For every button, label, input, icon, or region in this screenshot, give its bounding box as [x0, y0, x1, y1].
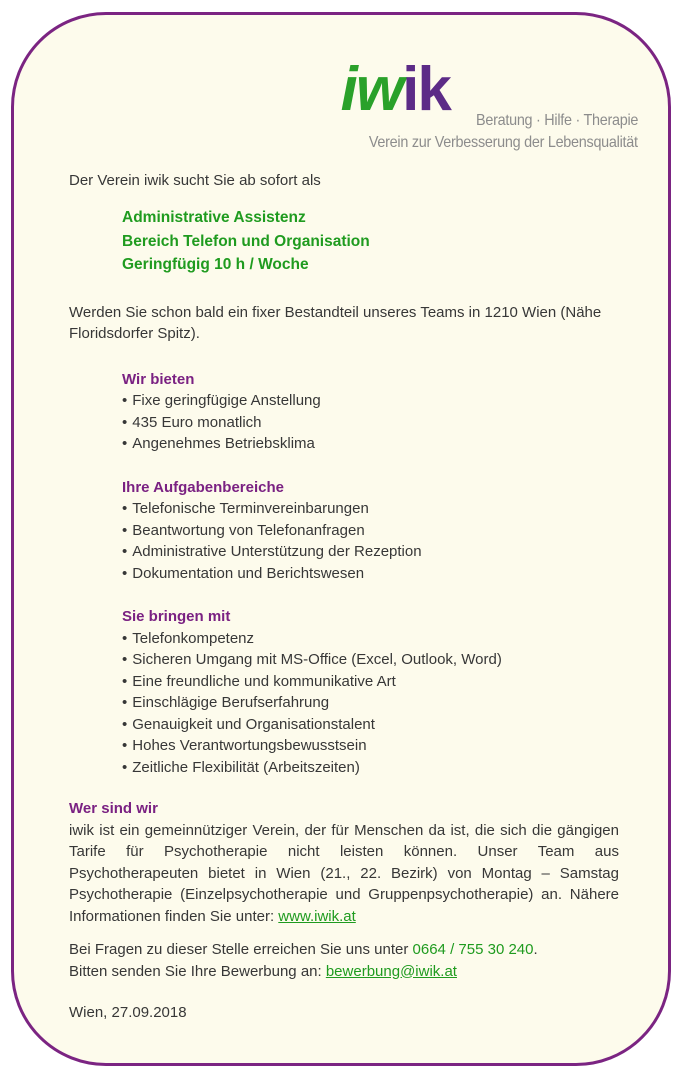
bullet-item: [122, 390, 619, 412]
section-heading: Ihre Aufgabenbereiche: [122, 478, 284, 496]
section-sie-bringen-mit: [122, 606, 619, 778]
bullet-text: Sicheren Umgang mit MS-Office (Excel, Outlook, Word): [132, 651, 502, 668]
job-title-line: Administrative Assistenz: [122, 209, 306, 226]
website-link[interactable]: www.iwik.at: [278, 907, 356, 925]
section-heading: Wir bieten: [122, 370, 195, 388]
logo-wordmark: [340, 55, 450, 124]
phone-suffix: .: [533, 941, 538, 958]
bullet-icon: •: [122, 413, 128, 431]
bullet-icon: •: [122, 651, 128, 668]
logo-iw: iw: [340, 55, 403, 124]
bullet-icon: •: [122, 758, 128, 776]
bullet-icon: •: [122, 521, 128, 539]
bullet-item: [122, 714, 619, 736]
about-paragraph: [69, 820, 619, 928]
logo-tagline-services: Beratung · Hilfe · Therapie: [475, 112, 638, 129]
bullet-text: Hohes Verantwortungsbewusstsein: [132, 737, 367, 754]
intro-line: Der Verein iwik sucht Sie ab sofort als: [69, 172, 321, 189]
contact-email-line: [69, 961, 619, 983]
contact-block: [69, 939, 619, 982]
bullet-text: Genauigkeit und Organisationstalent: [132, 715, 375, 733]
bullet-text: Administrative Unterstützung der Rezeption: [132, 543, 422, 560]
bullet-item: [122, 735, 619, 757]
logo-tagline-verein: Verein zur Verbesserung der Lebensqualität: [369, 134, 638, 151]
email-link[interactable]: bewerbung@iwik.at: [325, 962, 457, 980]
bullet-text: Dokumentation und Berichtswesen: [132, 564, 365, 582]
bullet-text: Eine freundliche und kommunikative Art: [132, 672, 396, 690]
bullet-icon: •: [122, 435, 128, 452]
job-title-line: Geringfügig 10 h / Woche: [122, 256, 309, 273]
bullet-item: [122, 541, 619, 563]
bullet-icon: •: [122, 500, 128, 517]
bullet-text: Fixe geringfügige Anstellung: [132, 392, 321, 409]
bullet-icon: •: [122, 564, 128, 582]
date-line: Wien, 27.09.2018: [69, 1004, 187, 1021]
email-prefix: Bitten senden Sie Ihre Bewerbung an:: [69, 962, 326, 980]
bullet-text: Telefonische Terminvereinbarungen: [132, 500, 369, 517]
bullet-list: [122, 628, 619, 779]
section-heading: Sie bringen mit: [122, 608, 231, 625]
bullet-text: Zeitliche Flexibilität (Arbeitszeiten): [132, 758, 360, 776]
bullet-icon: •: [122, 672, 128, 690]
bullet-item: [122, 433, 619, 455]
bullet-item: [122, 692, 619, 714]
bullet-list: [122, 390, 619, 455]
phone-number: 0664 / 755 30 240: [412, 941, 534, 958]
bullet-icon: •: [122, 737, 128, 754]
bullet-text: 435 Euro monatlich: [132, 413, 262, 431]
bullet-icon: •: [122, 715, 128, 733]
job-title-block: [122, 206, 619, 277]
job-title-line: Bereich Telefon und Organisation: [122, 232, 370, 250]
bullet-item: [122, 757, 619, 779]
iwik-logo: [339, 55, 638, 151]
bullet-item: [122, 649, 619, 671]
bullet-item: [122, 563, 619, 585]
logo-row: [339, 55, 638, 129]
bullet-item: [122, 520, 619, 542]
bullet-icon: •: [122, 629, 128, 647]
bullet-icon: •: [122, 543, 128, 560]
bullet-item: [122, 671, 619, 693]
bullet-item: [122, 498, 619, 520]
ad-content: [69, 171, 619, 1024]
section-aufgabenbereiche: [122, 477, 619, 585]
team-paragraph: Werden Sie schon bald ein fixer Bestandteil unseres Teams in 1210 Wien (Nähe Floridsdorfer Spitz).: [69, 303, 602, 342]
bullet-text: Einschlägige Berufserfahrung: [132, 694, 330, 711]
bullet-text: Angenehmes Betriebsklima: [132, 435, 315, 452]
bullet-item: [122, 412, 619, 434]
bullet-icon: •: [122, 392, 128, 409]
bullet-text: Telefonkompetenz: [132, 629, 255, 647]
about-heading: Wer sind wir: [69, 800, 158, 817]
bullet-icon: •: [122, 694, 128, 711]
logo-ik: ik: [402, 55, 450, 124]
about-text: iwik ist ein gemeinnütziger Verein, der für Menschen da ist, die sich die gängigen Tarife für Psychotherapie nicht leisten können. Unser Team aus Psychotherapeuten bietet in Wien (21., 22. Bezirk) von Montag – Samstag Psychotherapie (Einzelpsychotherapie und Gruppenpsychotherapie) an. Nähere Informationen finden Sie unter:: [69, 821, 619, 925]
contact-phone-line: [69, 939, 619, 961]
bullet-text: Beantwortung von Telefonanfragen: [132, 521, 365, 539]
bullet-list: [122, 498, 619, 584]
phone-prefix: Bei Fragen zu dieser Stelle erreichen Sie uns unter: [69, 941, 413, 958]
section-wir-bieten: [122, 369, 619, 455]
job-ad-card: [11, 12, 671, 1066]
bullet-item: [122, 628, 619, 650]
about-section: [69, 798, 619, 927]
